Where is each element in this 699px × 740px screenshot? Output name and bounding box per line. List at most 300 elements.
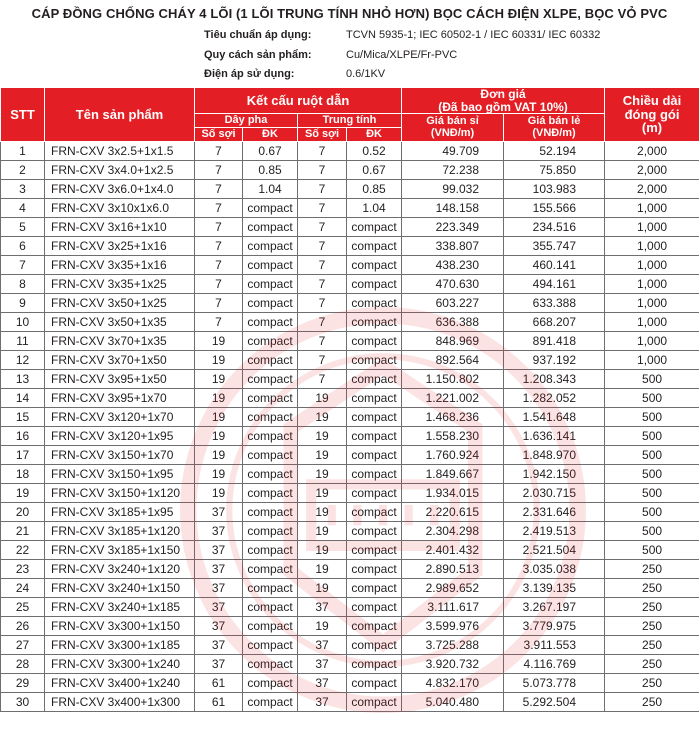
- cell-retail-price: 1.848.970: [504, 446, 605, 465]
- cell-wholesale-price: 470.630: [402, 275, 504, 294]
- cell-product-name: FRN-CXV 3x95+1x50: [45, 370, 195, 389]
- cell-package-length: 500: [605, 389, 699, 408]
- cell-wholesale-price: 848.969: [402, 332, 504, 351]
- cell-package-length: 1,000: [605, 256, 699, 275]
- cell-neutral-strands: 19: [298, 579, 347, 598]
- cell-neutral-strands: 19: [298, 446, 347, 465]
- cell-stt: 5: [1, 218, 45, 237]
- cell-phase-dk: 0.85: [243, 161, 298, 180]
- cell-wholesale-price: 1.558.230: [402, 427, 504, 446]
- cell-product-name: FRN-CXV 3x185+1x150: [45, 541, 195, 560]
- cell-wholesale-price: 1.849.667: [402, 465, 504, 484]
- cell-package-length: 250: [605, 579, 699, 598]
- cell-phase-strands: 37: [195, 598, 243, 617]
- cell-package-length: 500: [605, 408, 699, 427]
- cell-stt: 28: [1, 655, 45, 674]
- cell-stt: 25: [1, 598, 45, 617]
- table-row: [1, 408, 699, 427]
- table-row: [1, 465, 699, 484]
- table-row: [1, 199, 699, 218]
- header-phase-dk: ĐK: [243, 128, 298, 142]
- cell-retail-price: 937.192: [504, 351, 605, 370]
- cell-phase-strands: 7: [195, 218, 243, 237]
- cell-package-length: 250: [605, 560, 699, 579]
- cell-stt: 11: [1, 332, 45, 351]
- cell-product-name: FRN-CXV 3x50+1x35: [45, 313, 195, 332]
- cell-neutral-strands: 37: [298, 674, 347, 693]
- cell-neutral-dk: compact: [347, 617, 402, 636]
- cell-phase-strands: 19: [195, 332, 243, 351]
- cell-wholesale-price: 72.238: [402, 161, 504, 180]
- cell-retail-price: 3.139.135: [504, 579, 605, 598]
- cell-retail-price: 494.161: [504, 275, 605, 294]
- cell-retail-price: 234.516: [504, 218, 605, 237]
- cell-neutral-dk: 0.52: [347, 142, 402, 161]
- cell-product-name: FRN-CXV 3x185+1x95: [45, 503, 195, 522]
- cell-retail-price: 52.194: [504, 142, 605, 161]
- cell-wholesale-price: 1.760.924: [402, 446, 504, 465]
- cell-neutral-strands: 19: [298, 427, 347, 446]
- cell-package-length: 250: [605, 636, 699, 655]
- cell-wholesale-price: 3.725.288: [402, 636, 504, 655]
- cell-product-name: FRN-CXV 3x300+1x185: [45, 636, 195, 655]
- header-neutral-dk: ĐK: [347, 128, 402, 142]
- cell-stt: 19: [1, 484, 45, 503]
- cell-retail-price: 891.418: [504, 332, 605, 351]
- cell-package-length: 1,000: [605, 294, 699, 313]
- cell-phase-dk: compact: [243, 275, 298, 294]
- cell-product-name: FRN-CXV 3x10x1x6.0: [45, 199, 195, 218]
- table-row: [1, 560, 699, 579]
- cell-phase-dk: compact: [243, 636, 298, 655]
- cell-neutral-dk: compact: [347, 332, 402, 351]
- table-row: [1, 579, 699, 598]
- cell-phase-dk: compact: [243, 370, 298, 389]
- cell-retail-price: 4.116.769: [504, 655, 605, 674]
- cell-phase-dk: compact: [243, 674, 298, 693]
- table-row: [1, 655, 699, 674]
- cell-phase-strands: 19: [195, 351, 243, 370]
- cell-wholesale-price: 3.111.617: [402, 598, 504, 617]
- cell-retail-price: 2.331.646: [504, 503, 605, 522]
- header-length-line3: (m): [641, 120, 663, 136]
- cell-wholesale-price: 892.564: [402, 351, 504, 370]
- table-row: [1, 427, 699, 446]
- cell-neutral-dk: compact: [347, 560, 402, 579]
- cell-phase-strands: 19: [195, 484, 243, 503]
- cell-neutral-dk: compact: [347, 237, 402, 256]
- cell-phase-dk: compact: [243, 313, 298, 332]
- header-phase-wire: Dây pha: [195, 114, 298, 128]
- cell-neutral-dk: compact: [347, 408, 402, 427]
- cell-product-name: FRN-CXV 3x240+1x120: [45, 560, 195, 579]
- cell-package-length: 500: [605, 465, 699, 484]
- cell-package-length: 2,000: [605, 180, 699, 199]
- cell-neutral-dk: compact: [347, 484, 402, 503]
- cell-stt: 23: [1, 560, 45, 579]
- cell-wholesale-price: 438.230: [402, 256, 504, 275]
- header-neutral-wire: Trung tính: [298, 114, 402, 128]
- cell-phase-dk: compact: [243, 351, 298, 370]
- cell-retail-price: 2.030.715: [504, 484, 605, 503]
- cell-stt: 15: [1, 408, 45, 427]
- spec-value-voltage: 0.6/1KV: [346, 68, 386, 80]
- cell-stt: 2: [1, 161, 45, 180]
- cell-retail-price: 3.035.038: [504, 560, 605, 579]
- table-row: [1, 351, 699, 370]
- cell-stt: 8: [1, 275, 45, 294]
- cell-retail-price: 103.983: [504, 180, 605, 199]
- cell-neutral-strands: 19: [298, 522, 347, 541]
- cell-stt: 13: [1, 370, 45, 389]
- cell-phase-strands: 19: [195, 389, 243, 408]
- cell-phase-strands: 19: [195, 370, 243, 389]
- cell-wholesale-price: 3.920.732: [402, 655, 504, 674]
- cell-product-name: FRN-CXV 3x240+1x150: [45, 579, 195, 598]
- page-title: CÁP ĐỒNG CHỐNG CHÁY 4 LÕI (1 LÕI TRUNG TÍNH NHỎ HƠN) BỌC CÁCH ĐIỆN XLPE, BỌC VỎ PVC: [31, 6, 668, 21]
- cell-wholesale-price: 223.349: [402, 218, 504, 237]
- cell-product-name: FRN-CXV 3x300+1x240: [45, 655, 195, 674]
- table-row: [1, 275, 699, 294]
- table-row: [1, 161, 699, 180]
- cell-phase-dk: compact: [243, 199, 298, 218]
- cell-wholesale-price: 99.032: [402, 180, 504, 199]
- cell-neutral-strands: 7: [298, 161, 347, 180]
- cell-product-name: FRN-CXV 3x4.0+1x2.5: [45, 161, 195, 180]
- cell-wholesale-price: 1.150.802: [402, 370, 504, 389]
- cell-product-name: FRN-CXV 3x35+1x25: [45, 275, 195, 294]
- cell-phase-dk: compact: [243, 655, 298, 674]
- cell-wholesale-price: 636.388: [402, 313, 504, 332]
- cell-retail-price: 1.942.150: [504, 465, 605, 484]
- cell-phase-strands: 7: [195, 313, 243, 332]
- cell-package-length: 1,000: [605, 275, 699, 294]
- cell-phase-dk: compact: [243, 427, 298, 446]
- cell-package-length: 500: [605, 427, 699, 446]
- cell-stt: 21: [1, 522, 45, 541]
- cell-phase-strands: 7: [195, 199, 243, 218]
- cell-package-length: 250: [605, 598, 699, 617]
- cell-retail-price: 3.911.553: [504, 636, 605, 655]
- cell-product-name: FRN-CXV 3x400+1x300: [45, 693, 195, 712]
- cell-phase-strands: 7: [195, 275, 243, 294]
- cell-package-length: 500: [605, 370, 699, 389]
- cell-phase-dk: compact: [243, 598, 298, 617]
- table-row: [1, 484, 699, 503]
- cell-wholesale-price: 3.599.976: [402, 617, 504, 636]
- cell-retail-price: 5.073.778: [504, 674, 605, 693]
- cell-stt: 29: [1, 674, 45, 693]
- cell-phase-dk: compact: [243, 484, 298, 503]
- spec-label-format: Quy cách sản phẩm:: [204, 49, 312, 61]
- header-unit-price: [402, 88, 605, 114]
- header-unit-price-title: Đơn giá: [480, 87, 526, 101]
- cell-phase-strands: 37: [195, 541, 243, 560]
- cell-product-name: FRN-CXV 3x16+1x10: [45, 218, 195, 237]
- cell-neutral-dk: compact: [347, 313, 402, 332]
- cell-phase-dk: compact: [243, 560, 298, 579]
- cell-phase-strands: 7: [195, 294, 243, 313]
- table-row: [1, 446, 699, 465]
- cell-phase-dk: compact: [243, 465, 298, 484]
- cell-wholesale-price: 4.832.170: [402, 674, 504, 693]
- cell-neutral-dk: compact: [347, 427, 402, 446]
- cell-wholesale-price: 2.304.298: [402, 522, 504, 541]
- cell-product-name: FRN-CXV 3x150+1x70: [45, 446, 195, 465]
- cell-phase-strands: 7: [195, 180, 243, 199]
- cell-retail-price: 3.779.975: [504, 617, 605, 636]
- cell-phase-dk: compact: [243, 503, 298, 522]
- cell-package-length: 500: [605, 541, 699, 560]
- cell-phase-dk: compact: [243, 693, 298, 712]
- cell-retail-price: 460.141: [504, 256, 605, 275]
- cell-product-name: FRN-CXV 3x240+1x185: [45, 598, 195, 617]
- table-row: [1, 218, 699, 237]
- spec-label-voltage: Điện áp sử dụng:: [204, 68, 295, 80]
- cell-stt: 7: [1, 256, 45, 275]
- spec-value-standard: TCVN 5935-1; IEC 60502-1 / IEC 60331/ IEC 60332: [346, 29, 601, 41]
- cell-package-length: 1,000: [605, 351, 699, 370]
- cell-neutral-strands: 7: [298, 218, 347, 237]
- table-row: [1, 674, 699, 693]
- header-wholesale-price: [402, 114, 504, 142]
- cell-neutral-strands: 19: [298, 389, 347, 408]
- cell-phase-strands: 37: [195, 560, 243, 579]
- cell-package-length: 250: [605, 617, 699, 636]
- cell-phase-dk: compact: [243, 389, 298, 408]
- cell-phase-strands: 37: [195, 655, 243, 674]
- header-package-length: [605, 88, 699, 142]
- cell-package-length: 250: [605, 674, 699, 693]
- cell-neutral-strands: 37: [298, 655, 347, 674]
- cell-product-name: FRN-CXV 3x400+1x240: [45, 674, 195, 693]
- cell-stt: 3: [1, 180, 45, 199]
- cell-neutral-strands: 19: [298, 484, 347, 503]
- cell-phase-dk: compact: [243, 541, 298, 560]
- cell-wholesale-price: 2.220.615: [402, 503, 504, 522]
- cell-phase-strands: 61: [195, 674, 243, 693]
- cell-phase-dk: compact: [243, 579, 298, 598]
- cell-product-name: FRN-CXV 3x95+1x70: [45, 389, 195, 408]
- cell-retail-price: 1.636.141: [504, 427, 605, 446]
- cell-package-length: 250: [605, 655, 699, 674]
- cell-product-name: FRN-CXV 3x120+1x70: [45, 408, 195, 427]
- cell-retail-price: 633.388: [504, 294, 605, 313]
- cell-neutral-dk: compact: [347, 465, 402, 484]
- cell-phase-dk: compact: [243, 332, 298, 351]
- cell-retail-price: 2.419.513: [504, 522, 605, 541]
- cell-stt: 14: [1, 389, 45, 408]
- cell-product-name: FRN-CXV 3x50+1x25: [45, 294, 195, 313]
- cell-neutral-strands: 19: [298, 541, 347, 560]
- cell-product-name: FRN-CXV 3x2.5+1x1.5: [45, 142, 195, 161]
- cell-stt: 20: [1, 503, 45, 522]
- cell-neutral-strands: 37: [298, 636, 347, 655]
- header-retail-line1: Giá bán lẻ: [527, 115, 581, 128]
- cell-product-name: FRN-CXV 3x25+1x16: [45, 237, 195, 256]
- cell-wholesale-price: 603.227: [402, 294, 504, 313]
- cell-neutral-strands: 7: [298, 370, 347, 389]
- cell-neutral-dk: compact: [347, 389, 402, 408]
- cell-stt: 10: [1, 313, 45, 332]
- table-row: [1, 389, 699, 408]
- cell-package-length: 500: [605, 484, 699, 503]
- cell-wholesale-price: 1.468.236: [402, 408, 504, 427]
- cell-stt: 27: [1, 636, 45, 655]
- cell-phase-dk: compact: [243, 522, 298, 541]
- cell-retail-price: 1.282.052: [504, 389, 605, 408]
- cell-neutral-dk: 0.67: [347, 161, 402, 180]
- cell-wholesale-price: 2.989.652: [402, 579, 504, 598]
- cell-package-length: 1,000: [605, 332, 699, 351]
- table-row: [1, 313, 699, 332]
- cell-stt: 30: [1, 693, 45, 712]
- cell-neutral-strands: 7: [298, 294, 347, 313]
- cell-stt: 24: [1, 579, 45, 598]
- cell-neutral-strands: 7: [298, 142, 347, 161]
- cell-neutral-strands: 7: [298, 180, 347, 199]
- cell-phase-dk: compact: [243, 408, 298, 427]
- cell-product-name: FRN-CXV 3x70+1x50: [45, 351, 195, 370]
- header-product-name: Tên sản phẩm: [45, 88, 195, 142]
- cell-neutral-dk: compact: [347, 351, 402, 370]
- cell-neutral-dk: compact: [347, 579, 402, 598]
- cell-neutral-dk: compact: [347, 693, 402, 712]
- cell-phase-strands: 37: [195, 636, 243, 655]
- header-neutral-strands: Số sợi: [298, 128, 347, 142]
- cell-neutral-strands: 37: [298, 598, 347, 617]
- cell-package-length: 500: [605, 503, 699, 522]
- cell-stt: 18: [1, 465, 45, 484]
- cell-neutral-strands: 7: [298, 256, 347, 275]
- table-row: [1, 332, 699, 351]
- table-row: [1, 237, 699, 256]
- cell-retail-price: 3.267.197: [504, 598, 605, 617]
- cell-package-length: 1,000: [605, 199, 699, 218]
- cell-neutral-dk: compact: [347, 370, 402, 389]
- cell-phase-strands: 37: [195, 522, 243, 541]
- cell-phase-dk: compact: [243, 237, 298, 256]
- cell-phase-strands: 37: [195, 617, 243, 636]
- cell-product-name: FRN-CXV 3x300+1x150: [45, 617, 195, 636]
- cell-package-length: 1,000: [605, 237, 699, 256]
- cell-neutral-strands: 19: [298, 465, 347, 484]
- table-row: [1, 294, 699, 313]
- cell-phase-strands: 19: [195, 427, 243, 446]
- cell-product-name: FRN-CXV 3x70+1x35: [45, 332, 195, 351]
- table-row: [1, 598, 699, 617]
- cell-phase-dk: 0.67: [243, 142, 298, 161]
- cell-wholesale-price: 338.807: [402, 237, 504, 256]
- cell-phase-dk: compact: [243, 617, 298, 636]
- cell-phase-dk: compact: [243, 294, 298, 313]
- table-row: [1, 617, 699, 636]
- cell-product-name: FRN-CXV 3x185+1x120: [45, 522, 195, 541]
- cell-neutral-dk: compact: [347, 294, 402, 313]
- cell-neutral-strands: 19: [298, 617, 347, 636]
- cell-neutral-dk: compact: [347, 541, 402, 560]
- cell-phase-strands: 37: [195, 503, 243, 522]
- cell-package-length: 1,000: [605, 218, 699, 237]
- cell-phase-strands: 7: [195, 237, 243, 256]
- header-wholesale-line2: (VNĐ/m): [430, 126, 475, 139]
- cell-product-name: FRN-CXV 3x6.0+1x4.0: [45, 180, 195, 199]
- cell-wholesale-price: 148.158: [402, 199, 504, 218]
- header-stt: STT: [1, 88, 45, 142]
- cell-neutral-strands: 7: [298, 199, 347, 218]
- cell-stt: 26: [1, 617, 45, 636]
- cell-phase-strands: 7: [195, 256, 243, 275]
- table-row: [1, 503, 699, 522]
- cell-neutral-dk: 0.85: [347, 180, 402, 199]
- cell-neutral-strands: 37: [298, 693, 347, 712]
- cell-neutral-strands: 19: [298, 560, 347, 579]
- header-retail-price: [504, 114, 605, 142]
- cell-retail-price: 155.566: [504, 199, 605, 218]
- cell-phase-strands: 19: [195, 408, 243, 427]
- header-wholesale-line1: Giá bán sỉ: [426, 115, 479, 128]
- cell-package-length: 500: [605, 522, 699, 541]
- cell-stt: 22: [1, 541, 45, 560]
- cell-wholesale-price: 5.040.480: [402, 693, 504, 712]
- header-unit-price-vat: (Đã bao gồm VAT 10%): [438, 99, 568, 114]
- cell-product-name: FRN-CXV 3x35+1x16: [45, 256, 195, 275]
- cell-package-length: 1,000: [605, 313, 699, 332]
- table-row: [1, 522, 699, 541]
- spec-value-format: Cu/Mica/XLPE/Fr-PVC: [346, 49, 458, 61]
- cell-phase-dk: compact: [243, 446, 298, 465]
- cell-neutral-dk: compact: [347, 598, 402, 617]
- cell-phase-dk: compact: [243, 256, 298, 275]
- table-row: [1, 180, 699, 199]
- cell-phase-strands: 19: [195, 446, 243, 465]
- table-row: [1, 256, 699, 275]
- cell-neutral-dk: compact: [347, 256, 402, 275]
- cell-neutral-dk: compact: [347, 522, 402, 541]
- cell-product-name: FRN-CXV 3x120+1x95: [45, 427, 195, 446]
- cell-neutral-strands: 7: [298, 275, 347, 294]
- table-row: [1, 636, 699, 655]
- cell-wholesale-price: 2.890.513: [402, 560, 504, 579]
- table-row: [1, 370, 699, 389]
- table-row: [1, 142, 699, 161]
- header-conductor-structure: Kết cấu ruột dẫn: [195, 88, 402, 114]
- cell-stt: 16: [1, 427, 45, 446]
- cell-retail-price: 1.208.343: [504, 370, 605, 389]
- cell-neutral-dk: compact: [347, 218, 402, 237]
- cell-stt: 1: [1, 142, 45, 161]
- cell-package-length: 500: [605, 446, 699, 465]
- header-length-line2: đóng gói: [624, 106, 680, 122]
- cell-neutral-dk: compact: [347, 503, 402, 522]
- cell-product-name: FRN-CXV 3x150+1x95: [45, 465, 195, 484]
- cell-phase-strands: 37: [195, 579, 243, 598]
- cell-neutral-strands: 7: [298, 332, 347, 351]
- cell-retail-price: 1.541.648: [504, 408, 605, 427]
- cell-stt: 4: [1, 199, 45, 218]
- cell-package-length: 2,000: [605, 142, 699, 161]
- cell-neutral-strands: 19: [298, 503, 347, 522]
- cell-stt: 17: [1, 446, 45, 465]
- cell-neutral-dk: compact: [347, 446, 402, 465]
- cell-phase-strands: 61: [195, 693, 243, 712]
- cell-product-name: FRN-CXV 3x150+1x120: [45, 484, 195, 503]
- cell-retail-price: 668.207: [504, 313, 605, 332]
- cell-phase-strands: 19: [195, 465, 243, 484]
- table-row: [1, 541, 699, 560]
- cell-package-length: 250: [605, 693, 699, 712]
- header-retail-line2: (VNĐ/m): [532, 126, 576, 139]
